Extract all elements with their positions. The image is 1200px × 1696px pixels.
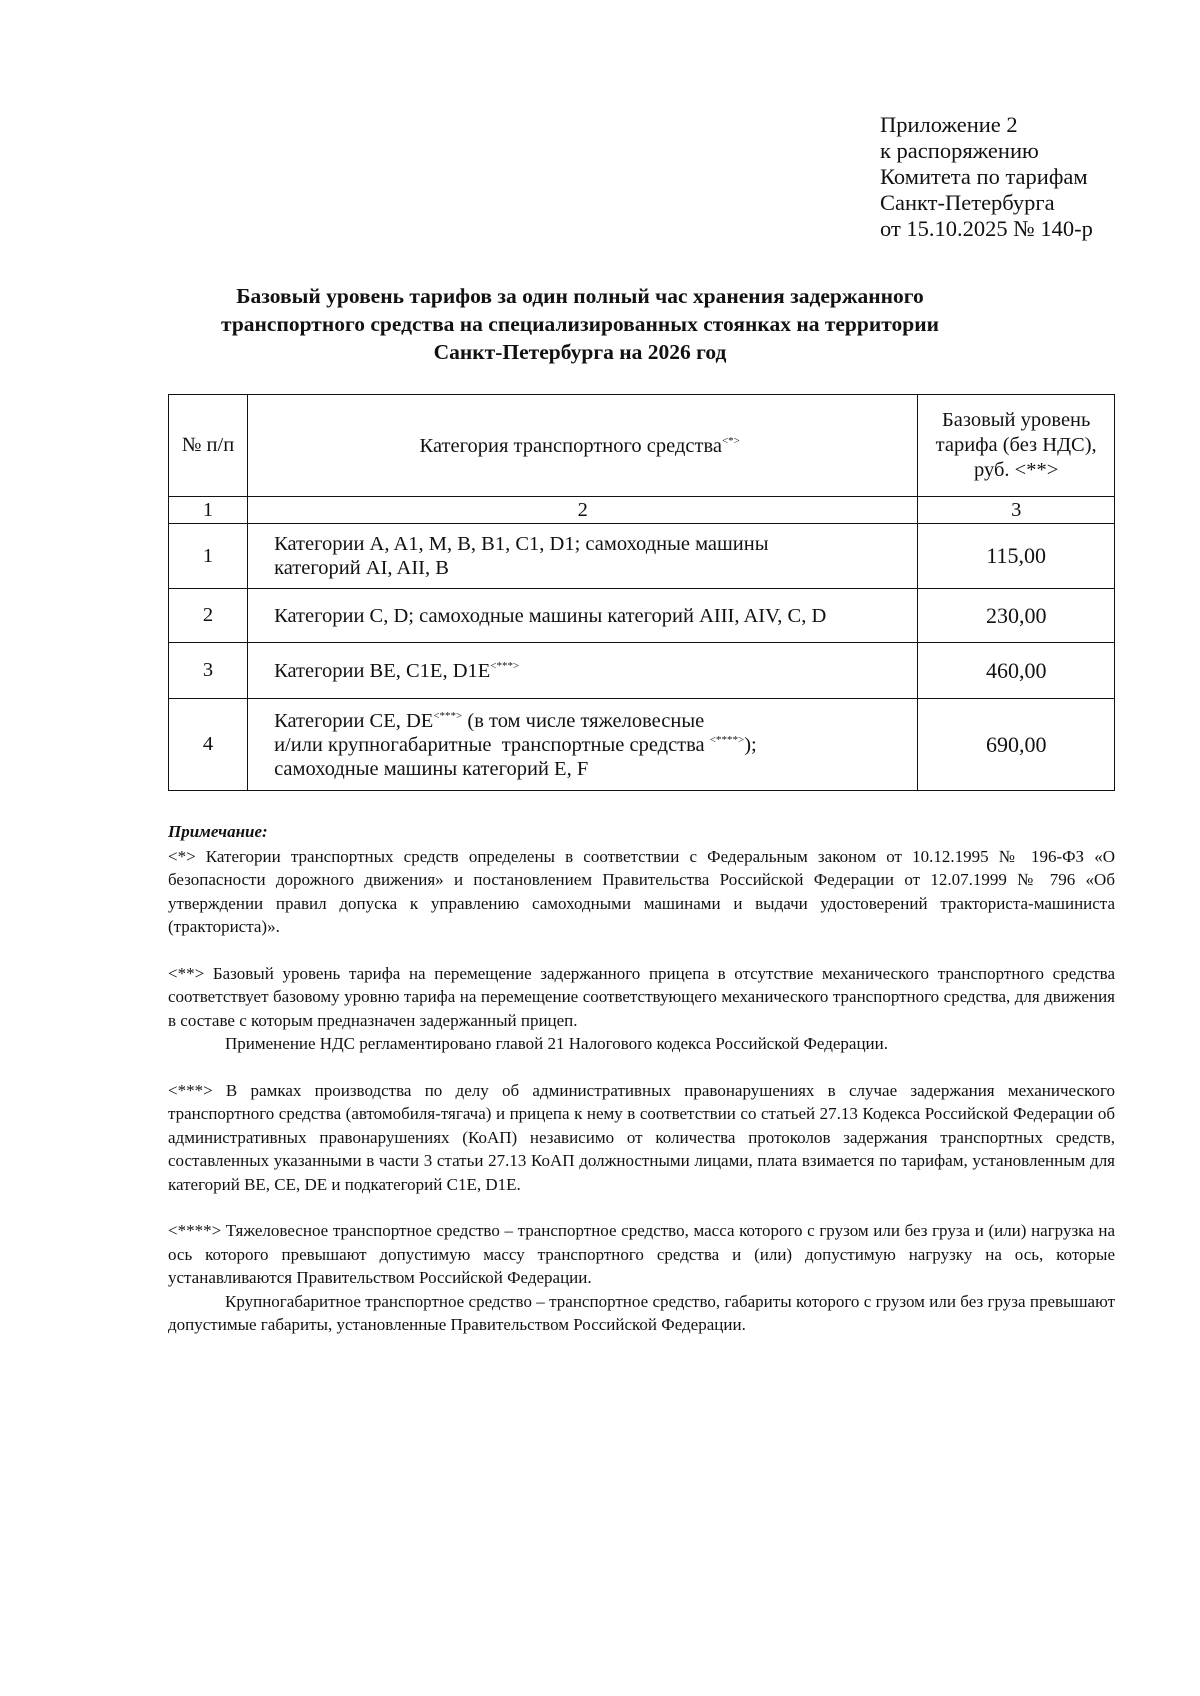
table-row <box>169 699 1115 791</box>
note-paragraph: <****> Тяжеловесное транспортное средство – транспортное средство, масса которого с грузом или без груза и (или) нагрузка на ось которого превышают допустимую массу транспортного средства и (или) допустимую нагрузку на ось, которые устанавливаются Правительством Российской Федерации. <box>168 1221 1115 1287</box>
footnote-mark: <***> <box>490 659 520 672</box>
row-value: 690,00 <box>918 699 1115 791</box>
category-text: Категории CE, DE <box>274 709 434 732</box>
category-line: Категории A, A1, M, B, B1, C1, D1; самоходные машины <box>274 533 769 555</box>
footnote-mark: <***> <box>433 709 463 722</box>
annex-header <box>880 112 1180 242</box>
annex-line: от 15.10.2025 № 140-р <box>880 216 1093 241</box>
notes-section <box>168 820 1115 1337</box>
column-index-row <box>169 497 1115 524</box>
annex-line: к распоряжению <box>880 138 1039 163</box>
note-paragraph: <*> Категории транспортных средств определены в соответствии с Федеральным законом от 10.12.1995 № 196-ФЗ «О безопасности дорожного движения» и постановлением Правительства Российской Федерации от 12.07.1999 № 796 «Об утверждении правил допуска к управлению самоходными машинами и выдачи удостоверений тракториста-машиниста (тракториста)». <box>168 846 1115 936</box>
row-category <box>248 524 918 589</box>
header-value-line: Базовый уровень <box>942 409 1091 431</box>
category-text: и/или крупногабаритные транспортные средства <box>274 733 710 756</box>
row-num: 3 <box>169 643 248 699</box>
row-category <box>248 699 918 791</box>
category-line: самоходные машины категорий E, F <box>274 757 589 780</box>
category-line: категорий AI, AII, B <box>274 557 449 579</box>
note-paragraph: Крупногабаритное транспортное средство – транспортное средство, габариты которого с грузом или без груза превышают допустимые габариты, установленные Правительством Российской Федерации. <box>168 1291 1115 1334</box>
annex-line: Санкт-Петербурга <box>880 190 1055 215</box>
note-paragraph: <***> В рамках производства по делу об административных правонарушениях в случае задержания механического транспортного средства (автомобиля-тягача) и прицепа к нему в соответствии со статьей 27.13 Кодекса Российской Федерации об административных правонарушениях (КоАП) независимо от количества протоколов задержания транспортных средств, составленных указанными в части 3 статьи 27.13 КоАП должностными лицами, плата взимается по тарифам, установленным для категорий BE, CE, DE и подкатегорий C1E, D1E. <box>168 1080 1115 1194</box>
header-category <box>248 395 918 497</box>
category-line <box>274 733 911 757</box>
row-category: Категории C, D; самоходные машины категорий AIII, AIV, C, D <box>248 589 918 643</box>
category-text: (в том числе тяжеловесные <box>462 709 705 732</box>
header-value <box>918 395 1115 497</box>
column-index: 3 <box>918 497 1115 524</box>
row-num: 2 <box>169 589 248 643</box>
annex-line: Приложение 2 <box>880 112 1018 137</box>
note-paragraph: <**> Базовый уровень тарифа на перемещение задержанного прицепа в отсутствие механического транспортного средства соответствует базовому уровню тарифа на перемещение соответствующего механического транспортного средства, для движения в составе с которым предназначен задержанный прицеп. <box>168 963 1115 1030</box>
row-value: 460,00 <box>918 643 1115 699</box>
row-num: 1 <box>169 524 248 589</box>
category-text: ); <box>744 733 757 756</box>
column-index: 1 <box>169 497 248 524</box>
row-num: 4 <box>169 699 248 791</box>
header-value-line: руб. <**> <box>974 459 1059 481</box>
header-value-line: тарифа (без НДС), <box>935 434 1097 456</box>
notes-heading: Примечание: <box>168 822 268 841</box>
category-line <box>274 709 911 733</box>
tariff-table <box>168 394 1115 791</box>
header-category-text: Категория транспортного средства <box>419 434 722 457</box>
table-row <box>169 643 1115 699</box>
row-value: 230,00 <box>918 589 1115 643</box>
category-text: Категории BE, C1E, D1E <box>274 659 491 682</box>
header-num: № п/п <box>169 395 248 497</box>
row-value: 115,00 <box>918 524 1115 589</box>
title-line: Базовый уровень тарифов за один полный час хранения задержанного <box>236 284 924 308</box>
document-title <box>170 282 990 366</box>
footnote-mark: <*> <box>721 434 740 447</box>
table-header-row <box>169 395 1115 497</box>
title-line: транспортного средства на специализированных стоянках на территории <box>221 312 939 336</box>
footnote-mark: <****> <box>709 733 745 746</box>
note-paragraph: Применение НДС регламентировано главой 21 Налогового кодекса Российской Федерации. <box>225 1034 888 1053</box>
row-category <box>248 643 918 699</box>
title-line: Санкт-Петербурга на 2026 год <box>433 340 727 364</box>
table-row <box>169 524 1115 589</box>
table-row <box>169 589 1115 643</box>
annex-line: Комитета по тарифам <box>880 164 1088 189</box>
column-index: 2 <box>248 497 918 524</box>
